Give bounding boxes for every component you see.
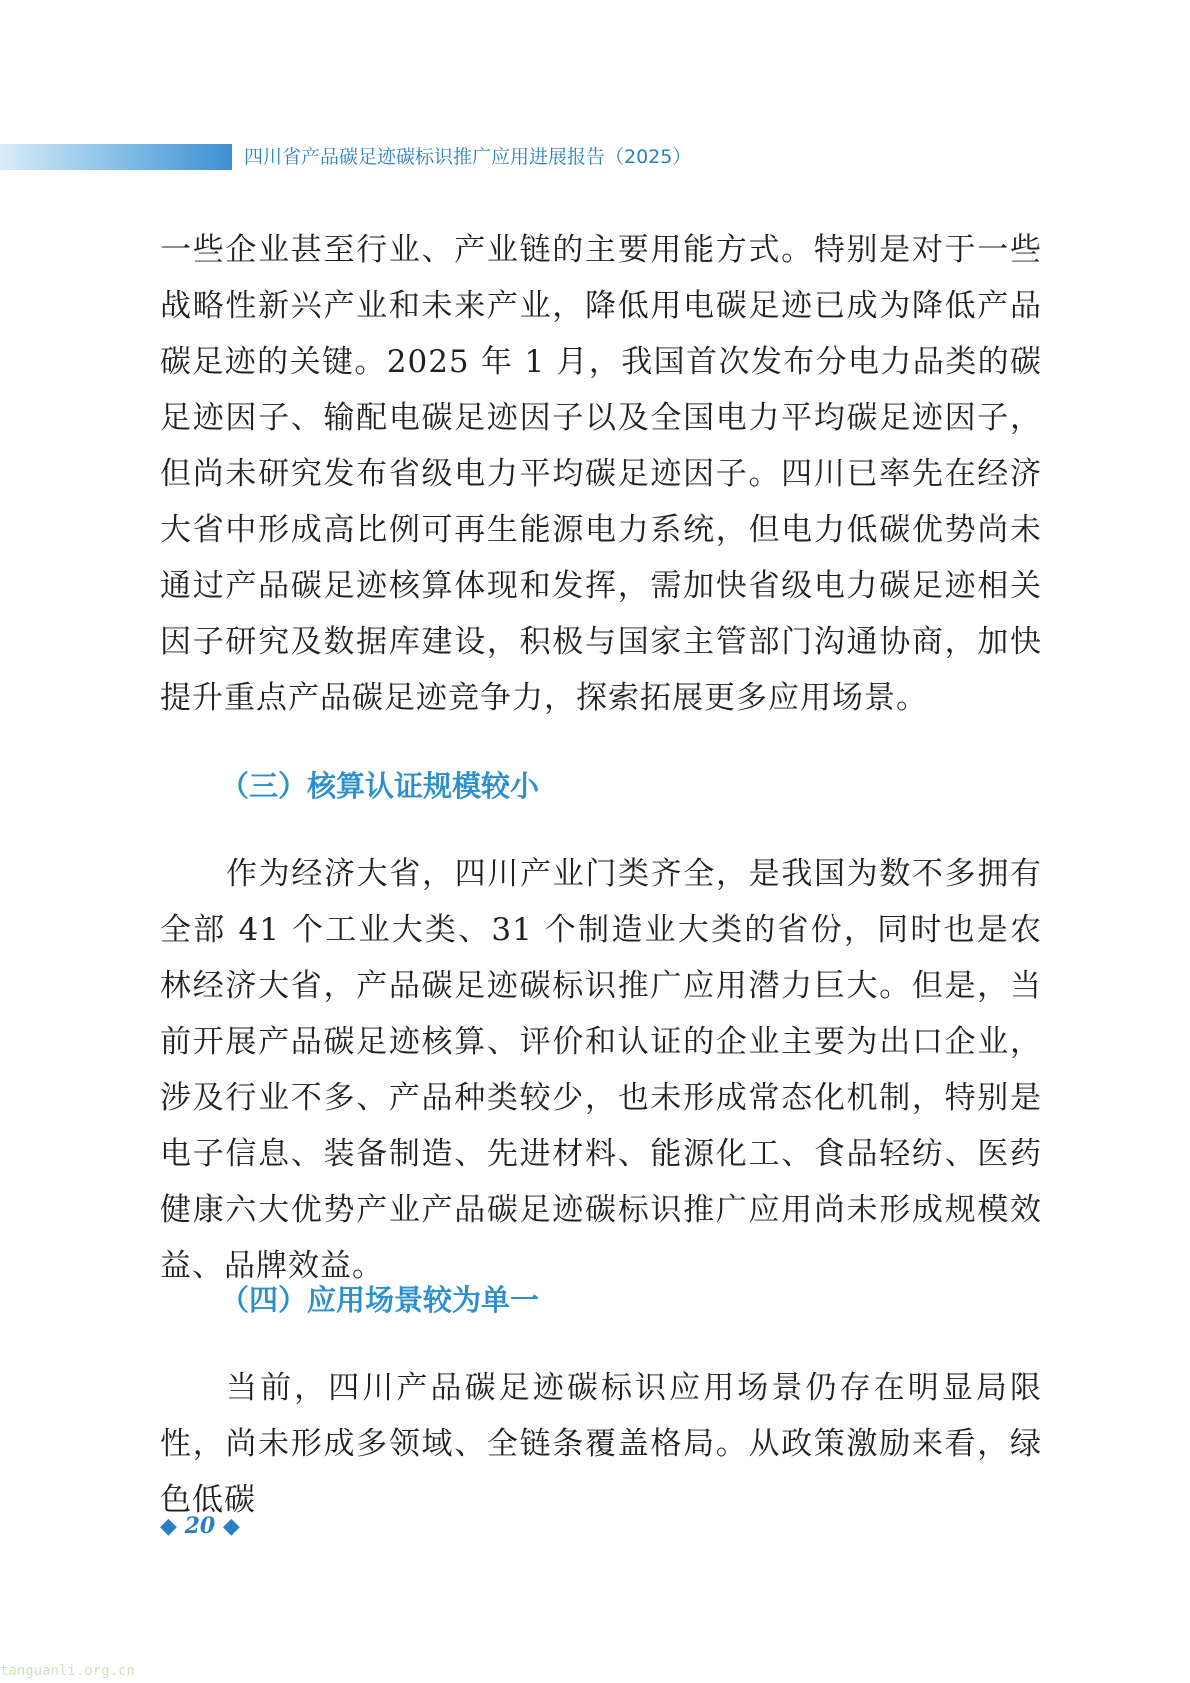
- site-watermark: tanguanli.org.cn: [0, 1663, 135, 1679]
- body-paragraph-1: 一些企业甚至行业、产业链的主要用能方式。特别是对于一些战略性新兴产业和未来产业，降低用电碳足迹已成为降低产品碳足迹的关键。2025 年 1 月，我国首次发布分电力品类的碳足迹因子、输配电碳足迹因子以及全国电力平均碳足迹因子，但尚未研究发布省级电力平均碳足迹因子。四川已率先在经济大省中形成高比例可再生能源电力系统，但电力低碳优势尚未通过产品碳足迹核算体现和发挥，需加快省级电力碳足迹相关因子研究及数据库建设，积极与国家主管部门沟通协商，加快提升重点产品碳足迹竞争力，探索拓展更多应用场景。: [160, 232, 1042, 716]
- running-header-title: 四川省产品碳足迹碳标识推广应用进展报告（2025）: [244, 146, 692, 168]
- page-number: ◆ 20 ◆: [160, 1513, 240, 1539]
- section-heading-4: （四）应用场景较为单一: [220, 1283, 540, 1317]
- header-accent-bar: [0, 144, 232, 170]
- body-paragraph-2: 作为经济大省，四川产业门类齐全，是我国为数不多拥有全部 41 个工业大类、31 个制造业大类的省份，同时也是农林经济大省，产品碳足迹碳标识推广应用潜力巨大。但是，当前开展产品碳足迹核算、评价和认证的企业主要为出口企业，涉及行业不多、产品种类较少，也未形成常态化机制，特别是电子信息、装备制造、先进材料、能源化工、食品轻纺、医药健康六大优势产业产品碳足迹碳标识推广应用尚未形成规模效益、品牌效益。: [160, 856, 1042, 1284]
- body-paragraph-3: 当前，四川产品碳足迹碳标识应用场景仍存在明显局限性，尚未形成多领域、全链条覆盖格局。从政策激励来看，绿色低碳: [160, 1370, 1042, 1518]
- section-heading-3: （三）核算认证规模较小: [220, 769, 540, 803]
